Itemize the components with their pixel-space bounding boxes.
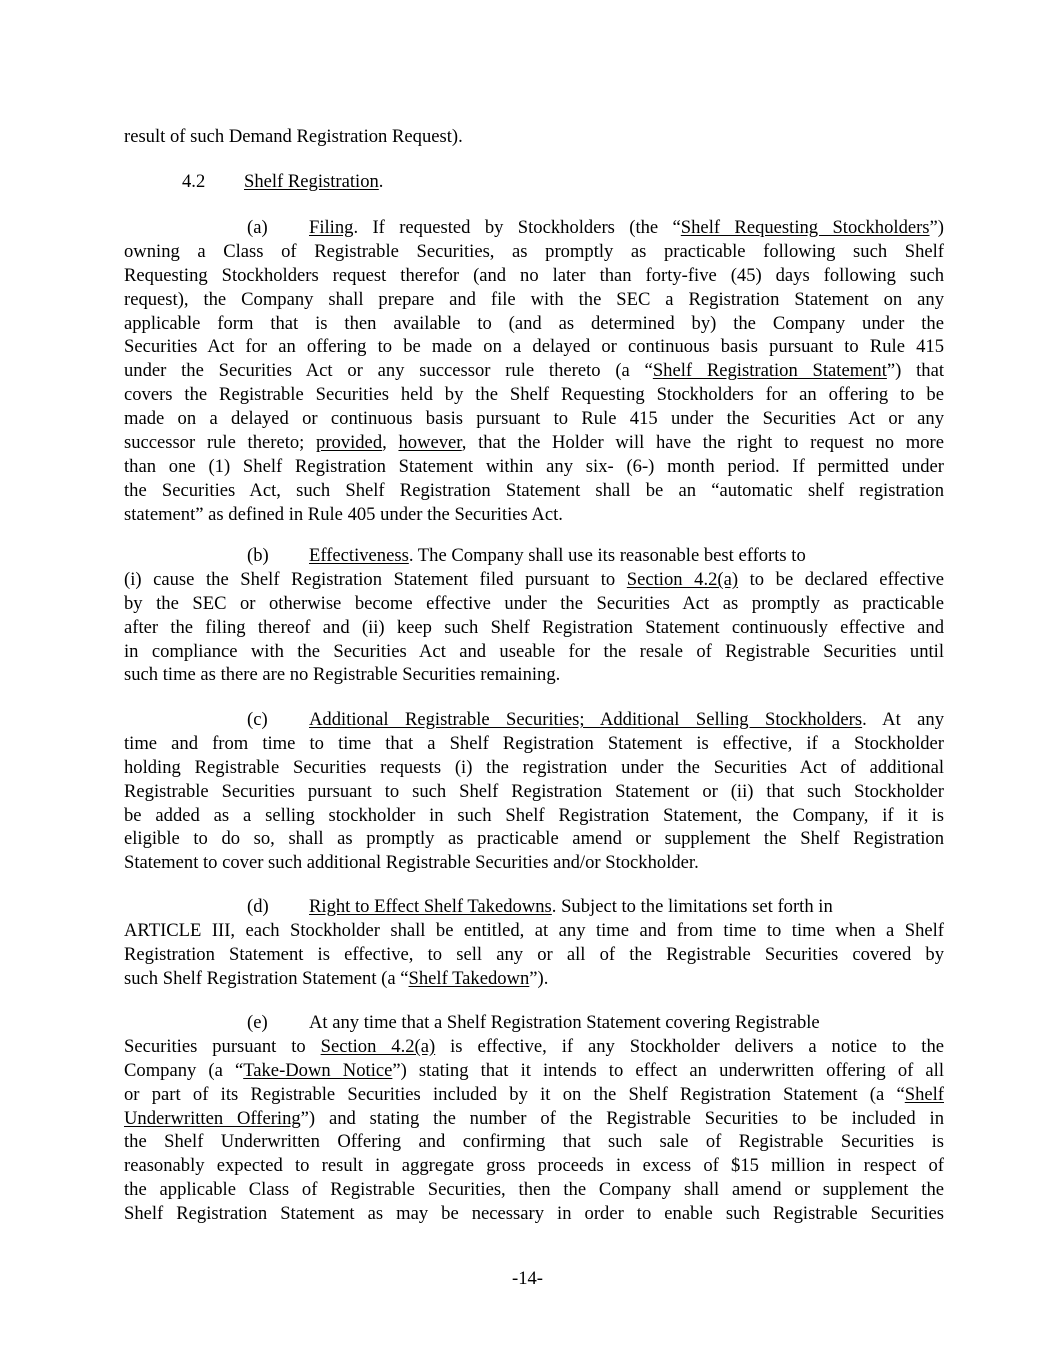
paragraph-label: (c)	[247, 709, 268, 730]
paragraph-label: (d)	[247, 896, 269, 917]
paragraph-b-effectiveness: (b) Effectiveness. The Company shall use its reasonable best efforts to (i) cause the Shelf Registration Statement filed pursuant to Section 4.2(a) to be declared effective by the SEC or otherwise become effective under the Securities Act as promptly as practicable after the filing thereof and (ii) keep such Shelf Registration Statement continuously effective and in compliance with the Securities Act and useable for the resale of Registrable Securities until such time as there are no Registrable Securities remaining.	[124, 545, 944, 686]
page-number: -14-	[512, 1268, 543, 1289]
section-heading-4-2: 4.2 Shelf Registration.	[182, 171, 384, 192]
section-reference: Section 4.2(a)	[320, 1035, 436, 1057]
paragraph-label: (e)	[247, 1012, 268, 1033]
paragraph-continuation	[124, 125, 944, 149]
paragraph-a-filing: (a) Filing. If requested by Stockholders (the “Shelf Requesting Stockholders”) owning a Class of Registrable Securities, as promptly as practicable following such Shelf Requesting Stockholders request therefor (and no later than forty-five (45) days following such request), the Company shall prepare and file with the SEC a Registration Statement on any applicable form that is then available to (and as determined by) the Company under the Securities Act for an offering to be made on a delayed or continuous basis pursuant to Rule 415 under the Securities Act or any successor rule thereto (a “Shelf Registration Statement”) that covers the Registrable Securities held by the Shelf Requesting Stockholders for an offering to be made on a delayed or continuous basis pursuant to Rule 415 under the Securities Act or any successor rule thereto; provided, however, that the Holder will have the right to request no more than one (1) Shelf Registration Statement within any six- (6-) month period. If permitted under the Securities Act, such Shelf Registration Statement shall be an “automatic shelf registration statement” as defined in Rule 405 under the Securities Act.	[124, 217, 944, 525]
text-line: result of such Demand Registration Request).	[124, 126, 463, 147]
paragraph-label: (b)	[247, 545, 269, 566]
paragraph-label: (a)	[247, 217, 268, 238]
paragraph-c-additional-securities: (c) Additional Registrable Securities; Additional Selling Stockholders. At any time and from time to time that a Shelf Registration Statement is effective, if a Stockholder holding Registrable Securities requests (i) the registration under the Securities Act of additional Registrable Securities pursuant to such Shelf Registration Statement or (ii) that such Stockholder be added as a selling stockholder in such Shelf Registration Statement, the Company, if it is eligible to do so, shall as promptly as practicable amend or supplement the Shelf Registration Statement to cover such additional Registrable Securities and/or Stockholder.	[124, 709, 944, 874]
paragraph-d-shelf-takedowns: (d) Right to Effect Shelf Takedowns. Subject to the limitations set forth in ARTICLE III, each Stockholder shall be entitled, at any time and from time to time when a Shelf Registration Statement is effective, to sell any or all of the Registrable Securities covered by such Shelf Registration Statement (a “Shelf Takedown”).	[124, 896, 944, 989]
section-title: Shelf Registration	[244, 171, 379, 192]
section-reference: Section 4.2(a)	[626, 568, 739, 590]
section-number: 4.2	[182, 171, 206, 192]
paragraph-e-underwritten-offering: (e) At any time that a Shelf Registration Statement covering Registrable Securities pursuant to Section 4.2(a) is effective, if any Stockholder delivers a notice to the Company (a “Take-Down Notice”) stating that it intends to effect an underwritten offering of all or part of its Registrable Securities included by it on the Shelf Registration Statement (a “Shelf Underwritten Offering”) and stating the number of the Registrable Securities to be included in the Shelf Underwritten Offering and confirming that such sale of Registrable Securities is reasonably expected to result in aggregate gross proceeds in excess of $15 million in respect of the applicable Class of Registrable Securities, then the Company shall amend or supplement the Shelf Registration Statement as may be necessary in order to enable such Registrable Securities	[124, 1012, 944, 1225]
